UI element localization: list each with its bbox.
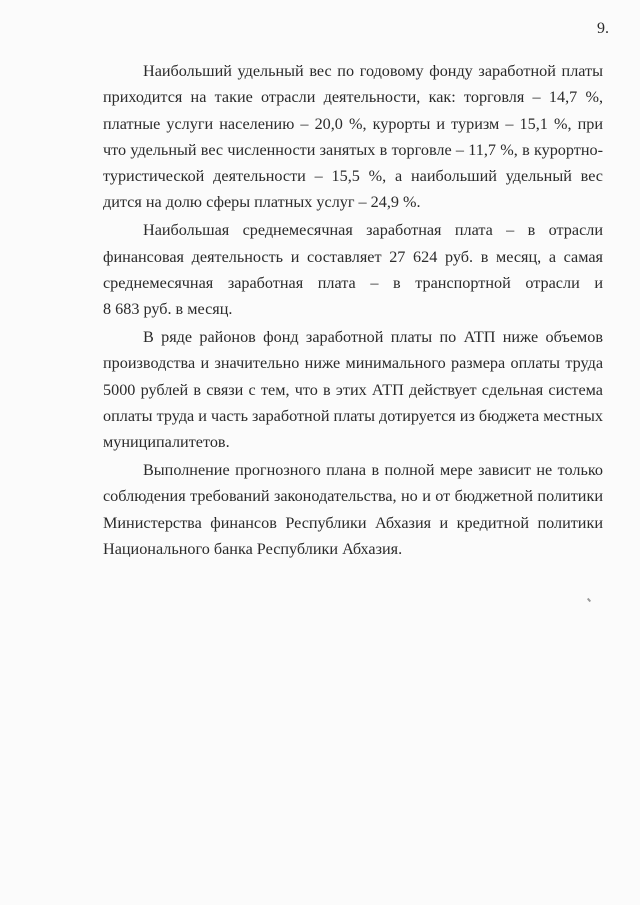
paragraph — [103, 324, 603, 455]
text-line: туристической деятельности – 15,5 %, а наибольший удельный вес — [103, 167, 603, 186]
text-line: оплаты труда и часть заработной платы дотируется из бюджета местных — [103, 406, 603, 425]
paragraph — [103, 217, 603, 322]
text-line: соблюдения требований законодательства, но и от бюджетной политики — [103, 487, 603, 506]
text-line: платные услуги населению – 20,0 %, курорты и туризм – 15,1 %, при — [103, 114, 603, 133]
scan-speck — [587, 598, 591, 602]
text-line: Выполнение прогнозного плана в полной мере зависит не только — [143, 460, 603, 479]
text-line: финансовая деятельность и составляет 27 624 руб. в месяц, а самая — [103, 247, 603, 266]
text-line: 5000 рублей в связи с тем, что в этих АТП действует сдельная система — [103, 380, 603, 399]
text-line: производства и значительно ниже минимального размера оплаты труда — [103, 354, 603, 373]
text-line: дится на долю сферы платных услуг – 24,9 %. — [103, 193, 421, 212]
text-line: Национального банка Республики Абхазия. — [103, 539, 403, 558]
text-line: среднемесячная заработная плата – в транспортной отрасли и — [103, 273, 603, 292]
text-line: Наибольшая среднемесячная заработная плата – в отрасли — [143, 221, 603, 240]
text-line: что удельный вес численности занятых в торговле – 11,7 %, в курортно- — [103, 140, 603, 159]
text-line: В ряде районов фонд заработной платы по АТП ниже объемов — [143, 327, 603, 346]
paragraph — [103, 58, 603, 216]
document-body — [103, 58, 603, 564]
text-line: муниципалитетов. — [103, 433, 230, 452]
page-number: 9. — [597, 20, 609, 37]
text-line: Министерства финансов Республики Абхазия и кредитной политики — [103, 513, 603, 532]
text-line: Наибольший удельный вес по годовому фонду заработной платы — [143, 62, 603, 80]
text-line: приходится на такие отрасли деятельности, как: торговля – 14,7 %, — [103, 88, 603, 107]
paragraph — [103, 457, 603, 562]
text-line: 8 683 руб. в месяц. — [103, 300, 233, 319]
